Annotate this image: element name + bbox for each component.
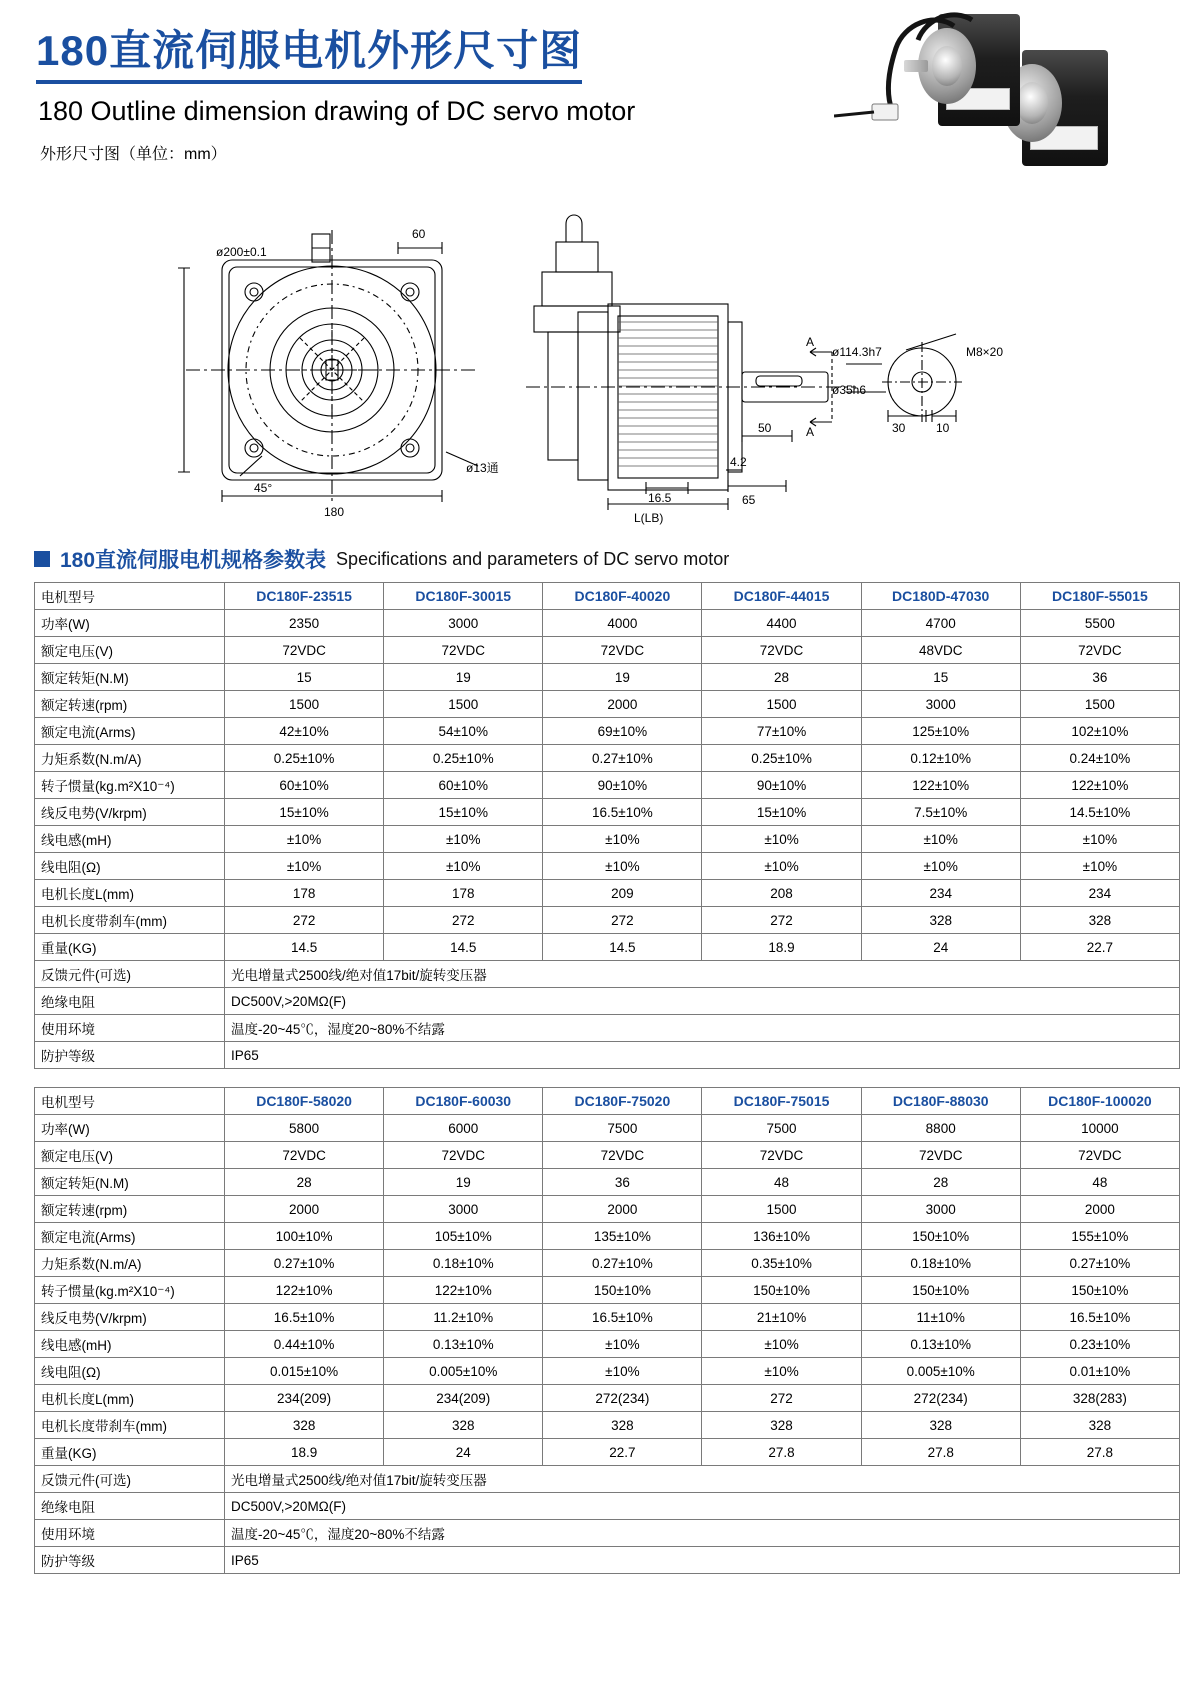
table-cell: 14.5 xyxy=(225,934,384,961)
table-cell: ±10% xyxy=(702,826,861,853)
row-header-cell: 额定转速(rpm) xyxy=(35,1196,225,1223)
spec-table-1 xyxy=(34,582,1180,1069)
dim-label-d200: ø200±0.1 xyxy=(216,245,267,259)
table-cell: 14.5±10% xyxy=(1020,799,1179,826)
table-cell: 0.27±10% xyxy=(543,1250,702,1277)
table-cell: 48 xyxy=(702,1169,861,1196)
table-cell: 48 xyxy=(1020,1169,1179,1196)
footer-label-cell: 防护等级 xyxy=(35,1547,225,1574)
table-cell: 11±10% xyxy=(861,1304,1020,1331)
table-cell: 1500 xyxy=(384,691,543,718)
footer-label-cell: 反馈元件(可选) xyxy=(35,961,225,988)
row-header-cell: 额定转速(rpm) xyxy=(35,691,225,718)
table-cell: ±10% xyxy=(861,826,1020,853)
dim-label-A2: A xyxy=(806,425,815,439)
spec-title-cn: 180直流伺服电机规格参数表 xyxy=(60,549,327,572)
table-cell: 4000 xyxy=(543,610,702,637)
table-cell: ±10% xyxy=(225,853,384,880)
table-cell: ±10% xyxy=(702,1331,861,1358)
motor-photo xyxy=(904,6,1164,206)
spec-title-en: Specifications and parameters of DC servo motor xyxy=(336,548,730,569)
row-header-cell: 线电感(mH) xyxy=(35,826,225,853)
table-cell: 24 xyxy=(384,1439,543,1466)
page-title-cn: 180直流伺服电机外形尺寸图 xyxy=(36,28,582,84)
model-header-cell: DC180F-55015 xyxy=(1020,583,1179,610)
table-cell: 0.005±10% xyxy=(384,1358,543,1385)
table-cell: ±10% xyxy=(543,826,702,853)
table-cell: 150±10% xyxy=(543,1277,702,1304)
footer-label-cell: 使用环境 xyxy=(35,1520,225,1547)
row-header-cell: 重量(KG) xyxy=(35,934,225,961)
row-header-cell: 重量(KG) xyxy=(35,1439,225,1466)
table-row xyxy=(35,772,1180,799)
table-cell: 72VDC xyxy=(384,1142,543,1169)
footer-value-cell: 光电增量式2500线/绝对值17bit/旋转变压器 xyxy=(225,961,1180,988)
table-cell: 18.9 xyxy=(702,934,861,961)
table-cell: 72VDC xyxy=(543,637,702,664)
table-cell: 178 xyxy=(225,880,384,907)
table-cell: 28 xyxy=(861,1169,1020,1196)
row-header-cell: 电机型号 xyxy=(35,1088,225,1115)
table-row xyxy=(35,826,1180,853)
table-cell: 27.8 xyxy=(702,1439,861,1466)
table-cell: 72VDC xyxy=(861,1142,1020,1169)
table-cell: 272 xyxy=(702,907,861,934)
dim-label-d35: ø35h6 xyxy=(832,383,867,397)
table-cell: 11.2±10% xyxy=(384,1304,543,1331)
table-footer-row xyxy=(35,988,1180,1015)
table-cell: 0.23±10% xyxy=(1020,1331,1179,1358)
table-cell: 234(209) xyxy=(225,1385,384,1412)
table-cell: 155±10% xyxy=(1020,1223,1179,1250)
table-cell: 272 xyxy=(225,907,384,934)
dim-label-60: 60 xyxy=(412,227,426,241)
table-cell: 72VDC xyxy=(225,637,384,664)
spec-table-2 xyxy=(34,1087,1180,1574)
model-header-cell: DC180F-40020 xyxy=(543,583,702,610)
table-cell: 122±10% xyxy=(225,1277,384,1304)
model-header-cell: DC180F-23515 xyxy=(225,583,384,610)
table-cell: 272 xyxy=(702,1385,861,1412)
page-header xyxy=(26,0,1174,200)
dimension-subtitle: 外形尺寸图（单位：mm） xyxy=(40,146,227,164)
motor-cable-icon xyxy=(834,6,1094,206)
footer-value-cell: DC500V,>20MΩ(F) xyxy=(225,988,1180,1015)
dim-label-50: 50 xyxy=(758,421,772,435)
table-row xyxy=(35,1223,1180,1250)
row-header-cell: 额定电流(Arms) xyxy=(35,718,225,745)
table-cell: ±10% xyxy=(225,826,384,853)
table-cell: 1500 xyxy=(702,1196,861,1223)
table-cell: 90±10% xyxy=(543,772,702,799)
table-cell: 0.25±10% xyxy=(384,745,543,772)
table-row xyxy=(35,1331,1180,1358)
table-cell: 0.27±10% xyxy=(225,1250,384,1277)
footer-label-cell: 绝缘电阻 xyxy=(35,988,225,1015)
row-header-cell: 线电感(mH) xyxy=(35,1331,225,1358)
table-row xyxy=(35,880,1180,907)
row-header-cell: 额定转矩(N.M) xyxy=(35,1169,225,1196)
drawing-svg xyxy=(26,204,1174,534)
table-footer-row xyxy=(35,1042,1180,1069)
table-cell: 272 xyxy=(384,907,543,934)
table-cell: 72VDC xyxy=(384,637,543,664)
row-header-cell: 电机长度L(mm) xyxy=(35,880,225,907)
spec-section-heading xyxy=(34,544,1174,574)
table-cell: 122±10% xyxy=(1020,772,1179,799)
table-cell: 208 xyxy=(702,880,861,907)
dimension-drawing xyxy=(26,204,1174,534)
table-row xyxy=(35,1196,1180,1223)
model-header-cell: DC180D-47030 xyxy=(861,583,1020,610)
dim-label-65: 65 xyxy=(742,493,756,507)
table-footer-row xyxy=(35,1520,1180,1547)
table-cell: ±10% xyxy=(543,1358,702,1385)
table-row xyxy=(35,1169,1180,1196)
table-cell: 3000 xyxy=(861,691,1020,718)
table-cell: ±10% xyxy=(702,853,861,880)
table-cell: 2000 xyxy=(1020,1196,1179,1223)
table-cell: 2350 xyxy=(225,610,384,637)
table-cell: 90±10% xyxy=(702,772,861,799)
table-cell: 1500 xyxy=(225,691,384,718)
table-row xyxy=(35,799,1180,826)
table-cell: 209 xyxy=(543,880,702,907)
table-cell: 0.18±10% xyxy=(861,1250,1020,1277)
table-cell: ±10% xyxy=(861,853,1020,880)
table-footer-row xyxy=(35,1493,1180,1520)
dim-label-d13: ø13通 xyxy=(466,461,499,475)
table-cell: 3000 xyxy=(384,610,543,637)
table-cell: 122±10% xyxy=(861,772,1020,799)
table-row xyxy=(35,1115,1180,1142)
table-cell: 0.27±10% xyxy=(1020,1250,1179,1277)
model-header-cell: DC180F-100020 xyxy=(1020,1088,1179,1115)
table-row xyxy=(35,1277,1180,1304)
table-cell: 36 xyxy=(1020,664,1179,691)
table-cell: 2000 xyxy=(543,691,702,718)
row-header-cell: 转子惯量(kg.m²X10⁻⁴) xyxy=(35,1277,225,1304)
model-header-cell: DC180F-30015 xyxy=(384,583,543,610)
table-cell: 21±10% xyxy=(702,1304,861,1331)
table-row xyxy=(35,1304,1180,1331)
table-cell: 0.27±10% xyxy=(543,745,702,772)
footer-value-cell: IP65 xyxy=(225,1547,1180,1574)
table-cell: 0.44±10% xyxy=(225,1331,384,1358)
table-cell: 105±10% xyxy=(384,1223,543,1250)
dim-label-30: 30 xyxy=(892,421,906,435)
row-header-cell: 线电阻(Ω) xyxy=(35,1358,225,1385)
table-footer-row xyxy=(35,1015,1180,1042)
table-cell: 77±10% xyxy=(702,718,861,745)
table-footer-row xyxy=(35,1547,1180,1574)
table-cell: 72VDC xyxy=(702,1142,861,1169)
table-cell: 15 xyxy=(861,664,1020,691)
table-cell: 28 xyxy=(225,1169,384,1196)
row-header-cell: 额定电压(V) xyxy=(35,637,225,664)
table-row xyxy=(35,934,1180,961)
row-header-cell: 线反电势(V/krpm) xyxy=(35,1304,225,1331)
table-cell: ±10% xyxy=(1020,826,1179,853)
table-cell: 28 xyxy=(702,664,861,691)
table-row xyxy=(35,1412,1180,1439)
table-cell: 6000 xyxy=(384,1115,543,1142)
table-row xyxy=(35,1250,1180,1277)
row-header-cell: 力矩系数(N.m/A) xyxy=(35,1250,225,1277)
table-cell: 328 xyxy=(1020,907,1179,934)
table-cell: 60±10% xyxy=(225,772,384,799)
model-header-cell: DC180F-58020 xyxy=(225,1088,384,1115)
dim-label-165: 16.5 xyxy=(648,491,672,505)
table-row xyxy=(35,1439,1180,1466)
table-cell: 0.18±10% xyxy=(384,1250,543,1277)
spec-table-1-body xyxy=(35,583,1180,1069)
table-cell: 15±10% xyxy=(225,799,384,826)
table-cell: 122±10% xyxy=(384,1277,543,1304)
table-cell: 22.7 xyxy=(1020,934,1179,961)
table-cell: 3000 xyxy=(384,1196,543,1223)
table-cell: 27.8 xyxy=(861,1439,1020,1466)
table-cell: 328 xyxy=(384,1412,543,1439)
table-cell: 136±10% xyxy=(702,1223,861,1250)
dim-label-45deg: 45° xyxy=(254,481,273,495)
table-cell: 150±10% xyxy=(702,1277,861,1304)
table-cell: 0.13±10% xyxy=(384,1331,543,1358)
table-cell: 42±10% xyxy=(225,718,384,745)
model-header-cell: DC180F-44015 xyxy=(702,583,861,610)
table-cell: 14.5 xyxy=(384,934,543,961)
table-cell: 2000 xyxy=(225,1196,384,1223)
table-cell: 19 xyxy=(384,1169,543,1196)
table-row xyxy=(35,1385,1180,1412)
table-cell: 0.015±10% xyxy=(225,1358,384,1385)
table-row xyxy=(35,1142,1180,1169)
table-cell: 328 xyxy=(225,1412,384,1439)
table-cell: 234 xyxy=(1020,880,1179,907)
table-cell: 0.25±10% xyxy=(225,745,384,772)
table-cell: 27.8 xyxy=(1020,1439,1179,1466)
table-cell: 272(234) xyxy=(543,1385,702,1412)
table-cell: 5800 xyxy=(225,1115,384,1142)
bullet-square-icon xyxy=(34,551,50,567)
table-cell: 100±10% xyxy=(225,1223,384,1250)
row-header-cell: 功率(W) xyxy=(35,1115,225,1142)
table-cell: ±10% xyxy=(1020,853,1179,880)
table-header-row xyxy=(35,583,1180,610)
model-header-cell: DC180F-60030 xyxy=(384,1088,543,1115)
table-cell: 15±10% xyxy=(384,799,543,826)
table-row xyxy=(35,718,1180,745)
row-header-cell: 额定转矩(N.M) xyxy=(35,664,225,691)
table-row xyxy=(35,637,1180,664)
table-cell: 14.5 xyxy=(543,934,702,961)
table-cell: 4400 xyxy=(702,610,861,637)
table-cell: 328 xyxy=(702,1412,861,1439)
table-cell: 16.5±10% xyxy=(543,1304,702,1331)
model-header-cell: DC180F-88030 xyxy=(861,1088,1020,1115)
table-cell: 19 xyxy=(384,664,543,691)
table-cell: 8800 xyxy=(861,1115,1020,1142)
table-cell: 272 xyxy=(543,907,702,934)
model-header-cell: DC180F-75015 xyxy=(702,1088,861,1115)
table-cell: 72VDC xyxy=(225,1142,384,1169)
table-row xyxy=(35,745,1180,772)
footer-value-cell: DC500V,>20MΩ(F) xyxy=(225,1493,1180,1520)
table-cell: 72VDC xyxy=(702,637,861,664)
table-cell: 0.13±10% xyxy=(861,1331,1020,1358)
table-cell: 272(234) xyxy=(861,1385,1020,1412)
table-footer-row xyxy=(35,961,1180,988)
table-cell: 3000 xyxy=(861,1196,1020,1223)
table-header-row xyxy=(35,1088,1180,1115)
footer-value-cell: 光电增量式2500线/绝对值17bit/旋转变压器 xyxy=(225,1466,1180,1493)
table-cell: ±10% xyxy=(702,1358,861,1385)
table-row xyxy=(35,691,1180,718)
table-cell: ±10% xyxy=(543,853,702,880)
dim-label-llb: L(LB) xyxy=(634,511,664,525)
spec-table-2-body xyxy=(35,1088,1180,1574)
row-header-cell: 额定电压(V) xyxy=(35,1142,225,1169)
row-header-cell: 电机长度带刹车(mm) xyxy=(35,1412,225,1439)
table-cell: 0.35±10% xyxy=(702,1250,861,1277)
table-cell: 150±10% xyxy=(861,1223,1020,1250)
table-cell: ±10% xyxy=(384,826,543,853)
table-cell: 1500 xyxy=(702,691,861,718)
dim-label-180: 180 xyxy=(324,505,345,519)
table-cell: 150±10% xyxy=(861,1277,1020,1304)
table-row xyxy=(35,1358,1180,1385)
footer-label-cell: 使用环境 xyxy=(35,1015,225,1042)
table-cell: 69±10% xyxy=(543,718,702,745)
table-row xyxy=(35,853,1180,880)
table-cell: 16.5±10% xyxy=(225,1304,384,1331)
row-header-cell: 功率(W) xyxy=(35,610,225,637)
row-header-cell: 电机长度带刹车(mm) xyxy=(35,907,225,934)
table-cell: 7500 xyxy=(543,1115,702,1142)
footer-label-cell: 防护等级 xyxy=(35,1042,225,1069)
table-cell: 0.005±10% xyxy=(861,1358,1020,1385)
table-cell: 125±10% xyxy=(861,718,1020,745)
footer-value-cell: IP65 xyxy=(225,1042,1180,1069)
table-cell: 15 xyxy=(225,664,384,691)
table-cell: 178 xyxy=(384,880,543,907)
table-cell: 102±10% xyxy=(1020,718,1179,745)
footer-label-cell: 绝缘电阻 xyxy=(35,1493,225,1520)
table-cell: 0.12±10% xyxy=(861,745,1020,772)
table-cell: 18.9 xyxy=(225,1439,384,1466)
row-header-cell: 电机型号 xyxy=(35,583,225,610)
table-cell: ±10% xyxy=(543,1331,702,1358)
table-cell: 22.7 xyxy=(543,1439,702,1466)
table-cell: 36 xyxy=(543,1169,702,1196)
dim-label-42: 4.2 xyxy=(730,455,747,469)
page-title-en: 180 Outline dimension drawing of DC servo motor xyxy=(38,96,636,127)
row-header-cell: 线反电势(V/krpm) xyxy=(35,799,225,826)
table-cell: 48VDC xyxy=(861,637,1020,664)
row-header-cell: 线电阻(Ω) xyxy=(35,853,225,880)
table-cell: 10000 xyxy=(1020,1115,1179,1142)
table-cell: 54±10% xyxy=(384,718,543,745)
dim-label-10: 10 xyxy=(936,421,950,435)
table-footer-row xyxy=(35,1466,1180,1493)
table-cell: 19 xyxy=(543,664,702,691)
table-cell: 0.01±10% xyxy=(1020,1358,1179,1385)
table-cell: 72VDC xyxy=(543,1142,702,1169)
dim-label-d114: ø114.3h7 xyxy=(832,345,882,359)
table-cell: 135±10% xyxy=(543,1223,702,1250)
table-cell: 72VDC xyxy=(1020,1142,1179,1169)
footer-label-cell: 反馈元件(可选) xyxy=(35,1466,225,1493)
table-cell: 328 xyxy=(861,907,1020,934)
footer-value-cell: 温度-20~45℃，湿度20~80%不结露 xyxy=(225,1015,1180,1042)
dim-label-A1: A xyxy=(806,335,815,349)
table-row xyxy=(35,664,1180,691)
table-cell: 234(209) xyxy=(384,1385,543,1412)
row-header-cell: 转子惯量(kg.m²X10⁻⁴) xyxy=(35,772,225,799)
table-cell: 328 xyxy=(543,1412,702,1439)
table-cell: ±10% xyxy=(384,853,543,880)
row-header-cell: 力矩系数(N.m/A) xyxy=(35,745,225,772)
table-cell: 5500 xyxy=(1020,610,1179,637)
table-cell: 234 xyxy=(861,880,1020,907)
table-row xyxy=(35,610,1180,637)
table-cell: 2000 xyxy=(543,1196,702,1223)
table-cell: 1500 xyxy=(1020,691,1179,718)
table-cell: 60±10% xyxy=(384,772,543,799)
table-cell: 4700 xyxy=(861,610,1020,637)
table-cell: 16.5±10% xyxy=(1020,1304,1179,1331)
table-row xyxy=(35,907,1180,934)
footer-value-cell: 温度-20~45℃，湿度20~80%不结露 xyxy=(225,1520,1180,1547)
model-header-cell: DC180F-75020 xyxy=(543,1088,702,1115)
table-cell: 328 xyxy=(861,1412,1020,1439)
row-header-cell: 额定电流(Arms) xyxy=(35,1223,225,1250)
table-cell: 7500 xyxy=(702,1115,861,1142)
table-cell: 328 xyxy=(1020,1412,1179,1439)
table-cell: 0.25±10% xyxy=(702,745,861,772)
row-header-cell: 电机长度L(mm) xyxy=(35,1385,225,1412)
table-cell: 150±10% xyxy=(1020,1277,1179,1304)
table-cell: 15±10% xyxy=(702,799,861,826)
table-cell: 16.5±10% xyxy=(543,799,702,826)
dim-label-m8: M8×20 xyxy=(966,345,1004,359)
table-cell: 7.5±10% xyxy=(861,799,1020,826)
table-cell: 72VDC xyxy=(1020,637,1179,664)
table-cell: 328(283) xyxy=(1020,1385,1179,1412)
table-cell: 24 xyxy=(861,934,1020,961)
table-cell: 0.24±10% xyxy=(1020,745,1179,772)
